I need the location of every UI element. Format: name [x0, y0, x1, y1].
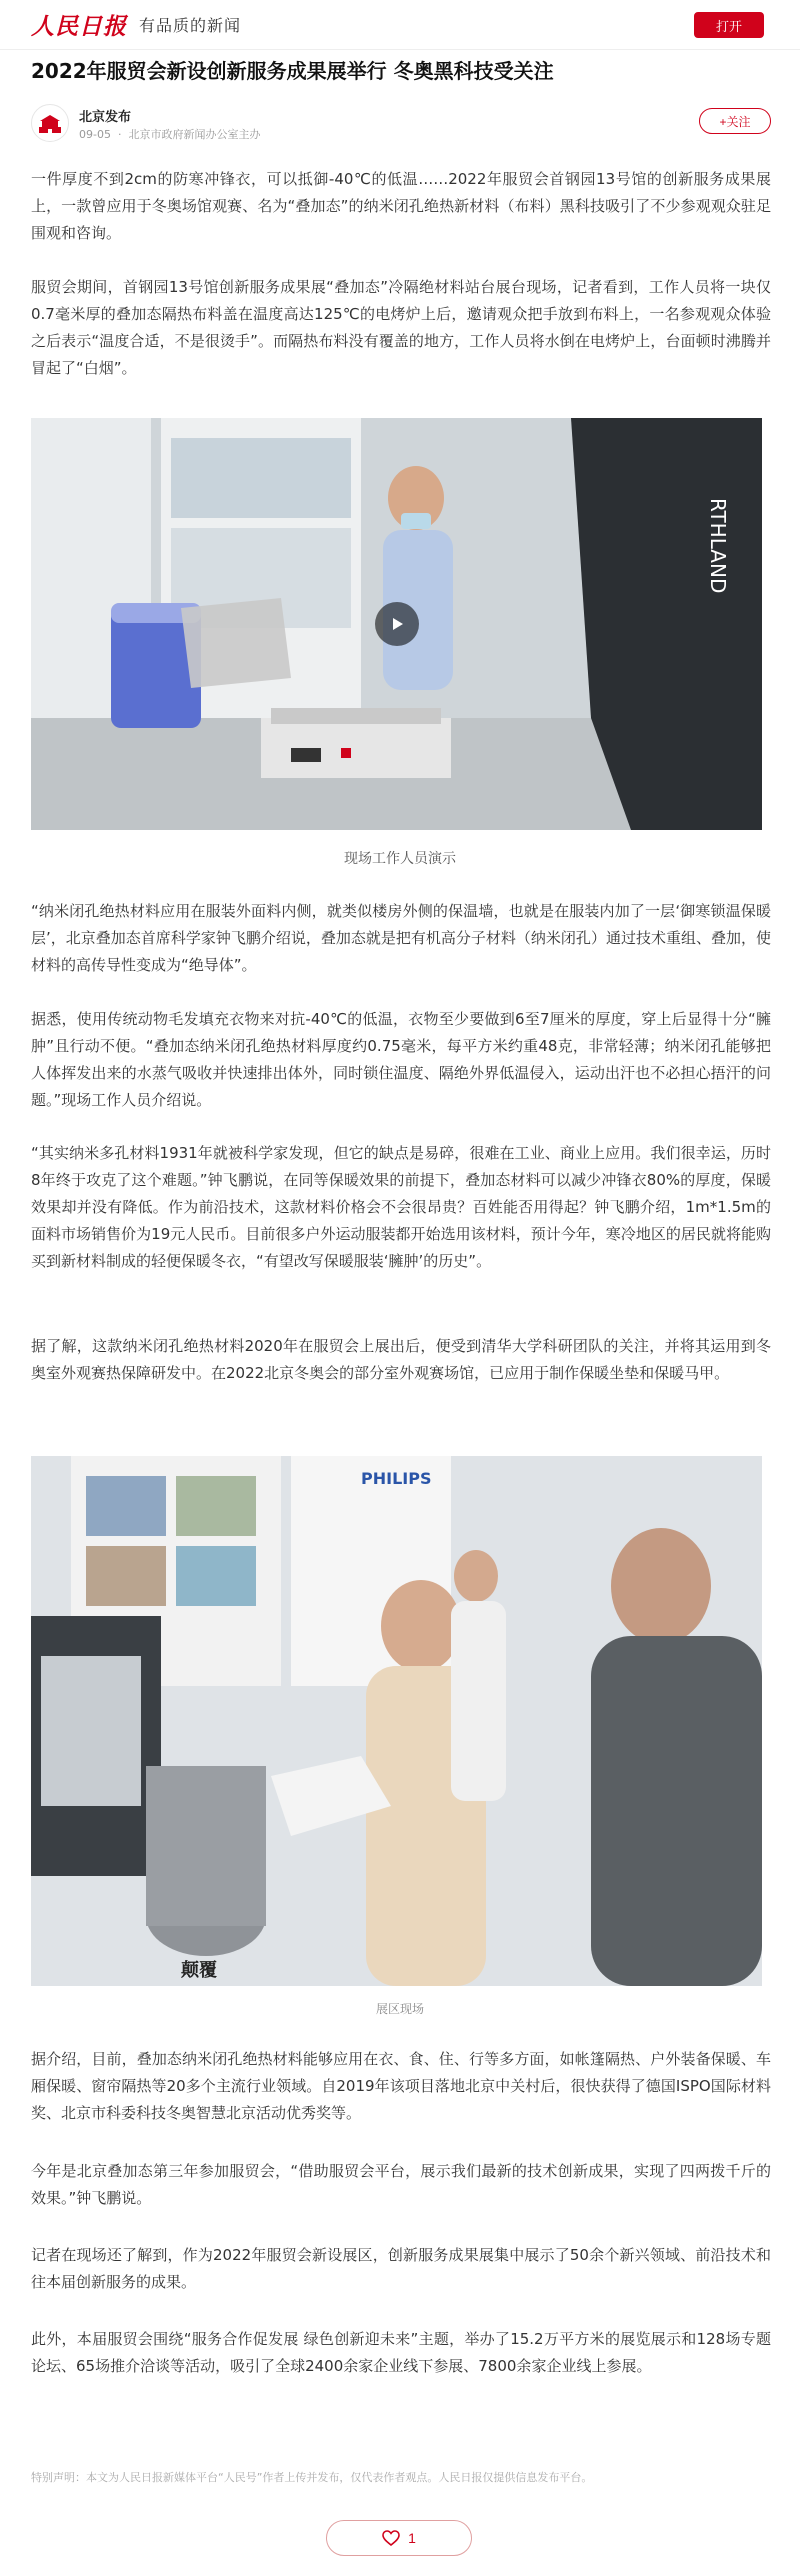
- brand-logo[interactable]: 人民日报: [31, 13, 127, 40]
- like-button[interactable]: [326, 2520, 472, 2556]
- paragraph-9: 记者在现场还了解到，作为2022年服贸会新设展区，创新服务成果展集中展示了50余个新兴领域、前沿技术和往本届创新服务的成果。: [31, 2246, 771, 2291]
- brand-slogan: 有品质的新闻: [139, 16, 242, 35]
- jacket-text: RTHLAND: [706, 498, 730, 594]
- top-bar: [0, 0, 800, 50]
- image-caption-2: 展区现场: [375, 2002, 424, 2016]
- paragraph-8: 今年是北京叠加态第三年参加服贸会，“借助服贸会平台，展示我们最新的技术创新成果，实现了四两拨千斤的效果。”钟飞鹏说。: [31, 2162, 771, 2207]
- heart-icon: [382, 2530, 400, 2546]
- tiananmen-logo-icon: [36, 109, 64, 137]
- paragraph-10: 此外，本届服贸会围绕“服务合作促发展 绿色创新迎未来”主题，举办了15.2万平方米的展览展示和128场专题论坛、65场推介洽谈等活动，吸引了全球2400余家企业线下参展、7800余家企业线上参展。: [31, 2330, 771, 2375]
- publish-date: 09-05: [79, 128, 111, 141]
- paragraph-7: 据介绍，目前，叠加态纳米闭孔绝热材料能够应用在衣、食、住、行等多方面，如帐篷隔热、户外装备保暖、车厢保暖、窗帘隔热等20多个主流行业领域。自2019年该项目落地北京中关村后，很快获得了德国ISPO国际材料奖、北京市科委科技冬奥智慧北京活动优秀奖等。: [31, 2050, 771, 2122]
- paragraph-1: 一件厚度不到2cm的防寒冲锋衣，可以抵御-40℃的低温……2022年服贸会首钢园13号馆的创新服务成果展上，一款曾应用于冬奥场馆观赛、名为“叠加态”的纳米闭孔绝热新材料（布料）黑科技吸引了不少参观观众驻足围观和咨询。: [31, 170, 771, 242]
- author-source: 北京市政府新闻办公室主办: [128, 128, 261, 141]
- author-meta: 09-05 · 北京市政府新闻办公室主办: [79, 128, 261, 141]
- image-caption-1: 现场工作人员演示: [344, 851, 456, 867]
- article-image-demo[interactable]: [31, 418, 762, 830]
- exhibition-photo-illustration: [31, 1456, 762, 1986]
- follow-button[interactable]: +关注: [699, 108, 771, 134]
- disclaimer: 特别声明：本文为人民日报新媒体平台“人民号”作者上传并发布，仅代表作者观点。人民日报仅提供信息发布平台。: [31, 2471, 593, 2484]
- paragraph-3: “纳米闭孔绝热材料应用在服装外面料内侧，就类似楼房外侧的保温墙，也就是在服装内加了一层‘御寒锁温保暖层’，北京叠加态首席科学家钟飞鹏介绍说，叠加态就是把有机高分子材料（纳米闭孔）通过技术重组、叠加，使材料的高传导性变成为“绝导体”。: [31, 902, 771, 974]
- play-icon: [388, 615, 406, 633]
- article-image-exhibition[interactable]: [31, 1456, 762, 1986]
- author-name[interactable]: 北京发布: [79, 110, 132, 125]
- paragraph-5: “其实纳米多孔材料1931年就被科学家发现，但它的缺点是易碎，很难在工业、商业上应用。我们很幸运，历时8年终于攻克了这个难题。”钟飞鹏说，在同等保暖效果的前提下，叠加态材料可以减少冲锋衣80%的厚度，保暖效果却并没有降低。作为前沿技术，这款材料价格会不会很昂贵？百姓能否用得起？钟飞鹏介绍，1m*1.5m的面料市场销售价为19元人民币。目前很多户外运动服装都开始选用该材料，预计今年，寒冷地区的居民就将能购买到新材料制成的轻便保暖冬衣，“有望改写保暖服装‘臃肿’的历史”。: [31, 1144, 771, 1270]
- roll-text: 颠覆: [181, 1960, 217, 1981]
- author-row: [31, 104, 771, 144]
- paragraph-4: 据悉，使用传统动物毛发填充衣物来对抗-40℃的低温，衣物至少要做到6至7厘米的厚度，穿上后显得十分“臃肿”且行动不便。“叠加态纳米闭孔绝热材料厚度约0.75毫米，每平方米约重48克，非常轻薄；纳米闭孔能够把人体挥发出来的水蒸气吸收并快速排出体外，同时锁住温度、隔绝外界低温侵入，运动出汗也不必担心捂汗的问题。”现场工作人员介绍说。: [31, 1010, 771, 1109]
- author-avatar[interactable]: [31, 104, 69, 142]
- brand-sign-text: PHILIPS: [361, 1469, 432, 1488]
- paragraph-6: 据了解，这款纳米闭孔绝热材料2020年在服贸会上展出后，便受到清华大学科研团队的关注，并将其运用到冬奥室外观赛热保障研发中。在2022北京冬奥会的部分室外观赛场馆，已应用于制作保暖坐垫和保暖马甲。: [31, 1337, 771, 1382]
- article-title: 2022年服贸会新设创新服务成果展举行 冬奥黑科技受关注: [31, 59, 554, 83]
- play-button[interactable]: [375, 602, 419, 646]
- paragraph-2: 服贸会期间，首钢园13号馆创新服务成果展“叠加态”冷隔绝材料站台展台现场，记者看到，工作人员将一块仅0.7毫米厚的叠加态隔热布料盖在温度高达125℃的电烤炉上后，邀请观众把手放到布料上，一名参观观众体验之后表示“温度合适，不是很烫手”。而隔热布料没有覆盖的地方，工作人员将水倒在电烤炉上，台面顿时沸腾并冒起了“白烟”。: [31, 278, 771, 377]
- open-app-button[interactable]: 打开: [694, 12, 764, 38]
- like-count: 1: [408, 2530, 416, 2546]
